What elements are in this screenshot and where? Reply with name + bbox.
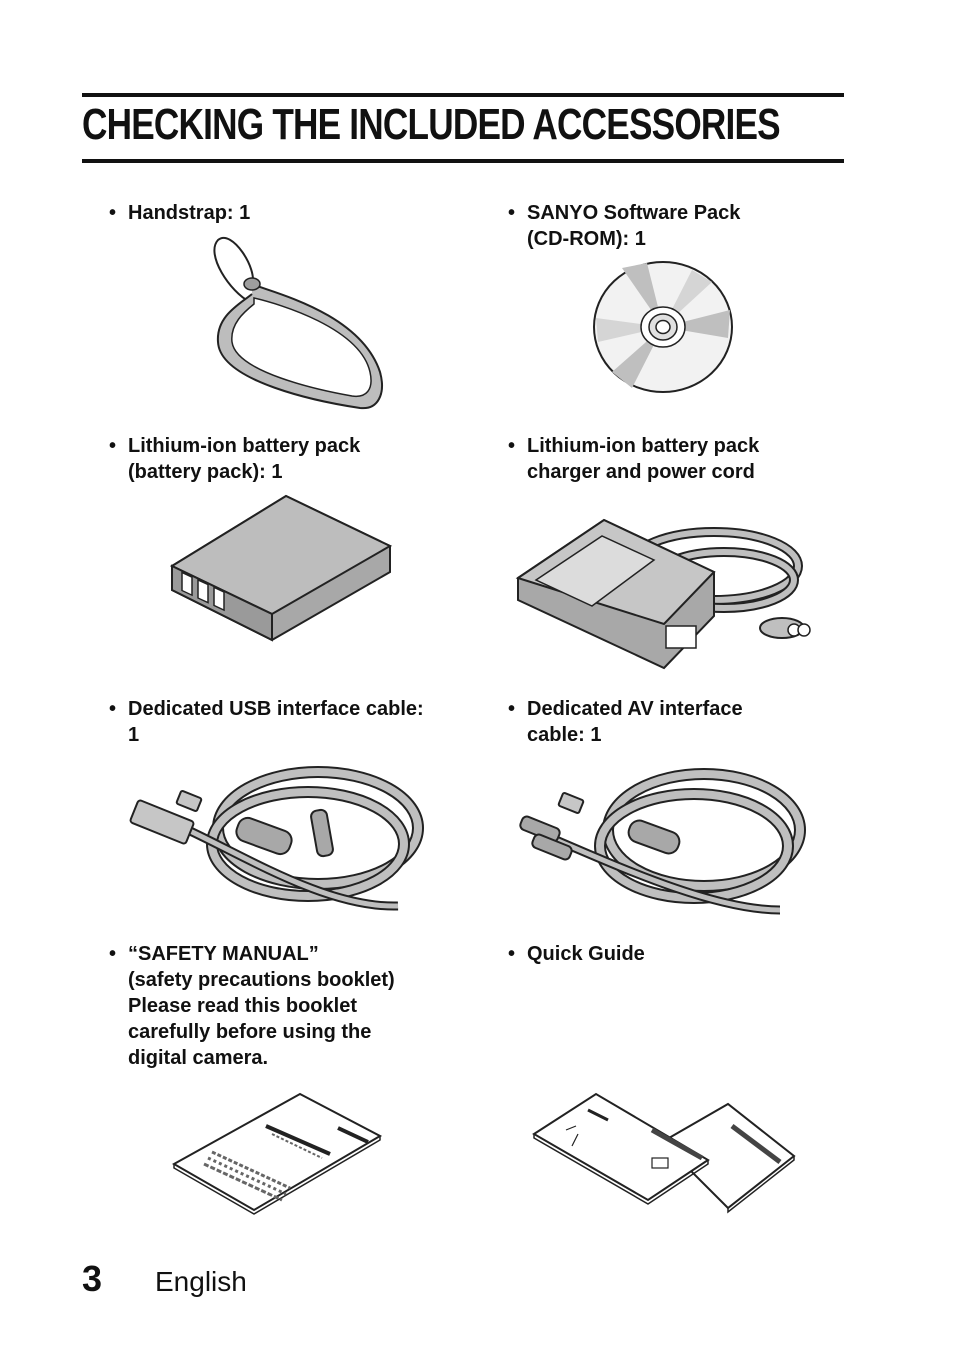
handstrap-icon xyxy=(210,232,390,414)
item-label-line-2: 1 xyxy=(128,724,140,746)
item-label-line-1: Lithium-ion battery pack xyxy=(128,435,361,457)
item-label-line-2: (battery pack): 1 xyxy=(128,461,283,483)
page-number: 3 xyxy=(82,1258,103,1299)
quick-guide-booklet-icon xyxy=(532,1090,798,1214)
title-top-rule xyxy=(82,93,844,97)
safety-manual-booklet-icon xyxy=(172,1092,384,1216)
bullet: • xyxy=(109,943,117,965)
item-label: Quick Guide xyxy=(527,943,645,965)
item-label-line-4: carefully before using the xyxy=(128,1021,372,1043)
cd-rom-icon xyxy=(592,260,734,394)
bullet: • xyxy=(508,943,516,965)
item-battery-pack xyxy=(109,433,468,485)
battery-charger-icon xyxy=(514,496,812,670)
item-label-line-5: digital camera. xyxy=(128,1047,269,1069)
bullet: • xyxy=(109,698,117,720)
item-label-line-1: SANYO Software Pack xyxy=(527,202,741,224)
item-safety-manual xyxy=(109,941,478,1071)
item-label-line-1: “SAFETY MANUAL” xyxy=(128,943,319,965)
item-label-line-1: Lithium-ion battery pack xyxy=(527,435,760,457)
item-av-cable xyxy=(508,696,867,748)
bullet: • xyxy=(508,698,516,720)
item-label-line-3: Please read this booklet xyxy=(128,995,357,1017)
item-label-line-1: Dedicated USB interface cable: xyxy=(128,698,424,720)
item-label-line-1: Dedicated AV interface xyxy=(527,698,743,720)
item-battery-charger xyxy=(508,433,867,485)
item-label: Handstrap: 1 xyxy=(128,202,251,224)
item-label-line-2: cable: 1 xyxy=(527,724,602,746)
title-bottom-rule xyxy=(82,159,844,163)
item-usb-cable xyxy=(109,696,468,748)
usb-cable-icon xyxy=(128,758,426,922)
battery-pack-icon xyxy=(168,494,394,642)
bullet: • xyxy=(508,435,516,457)
bullet: • xyxy=(109,202,117,224)
item-label-line-2: (CD-ROM): 1 xyxy=(527,228,646,250)
item-label-line-2: (safety precautions booklet) xyxy=(128,969,395,991)
bullet: • xyxy=(109,435,117,457)
item-handstrap xyxy=(109,200,468,226)
av-cable-icon xyxy=(516,760,808,924)
item-software-pack xyxy=(508,200,867,252)
bullet: • xyxy=(508,202,516,224)
page-title: CHECKING THE INCLUDED ACCESSORIES xyxy=(82,100,780,149)
item-quick-guide xyxy=(508,941,867,967)
item-label-line-2: charger and power cord xyxy=(527,461,755,483)
page-language: English xyxy=(155,1266,247,1297)
